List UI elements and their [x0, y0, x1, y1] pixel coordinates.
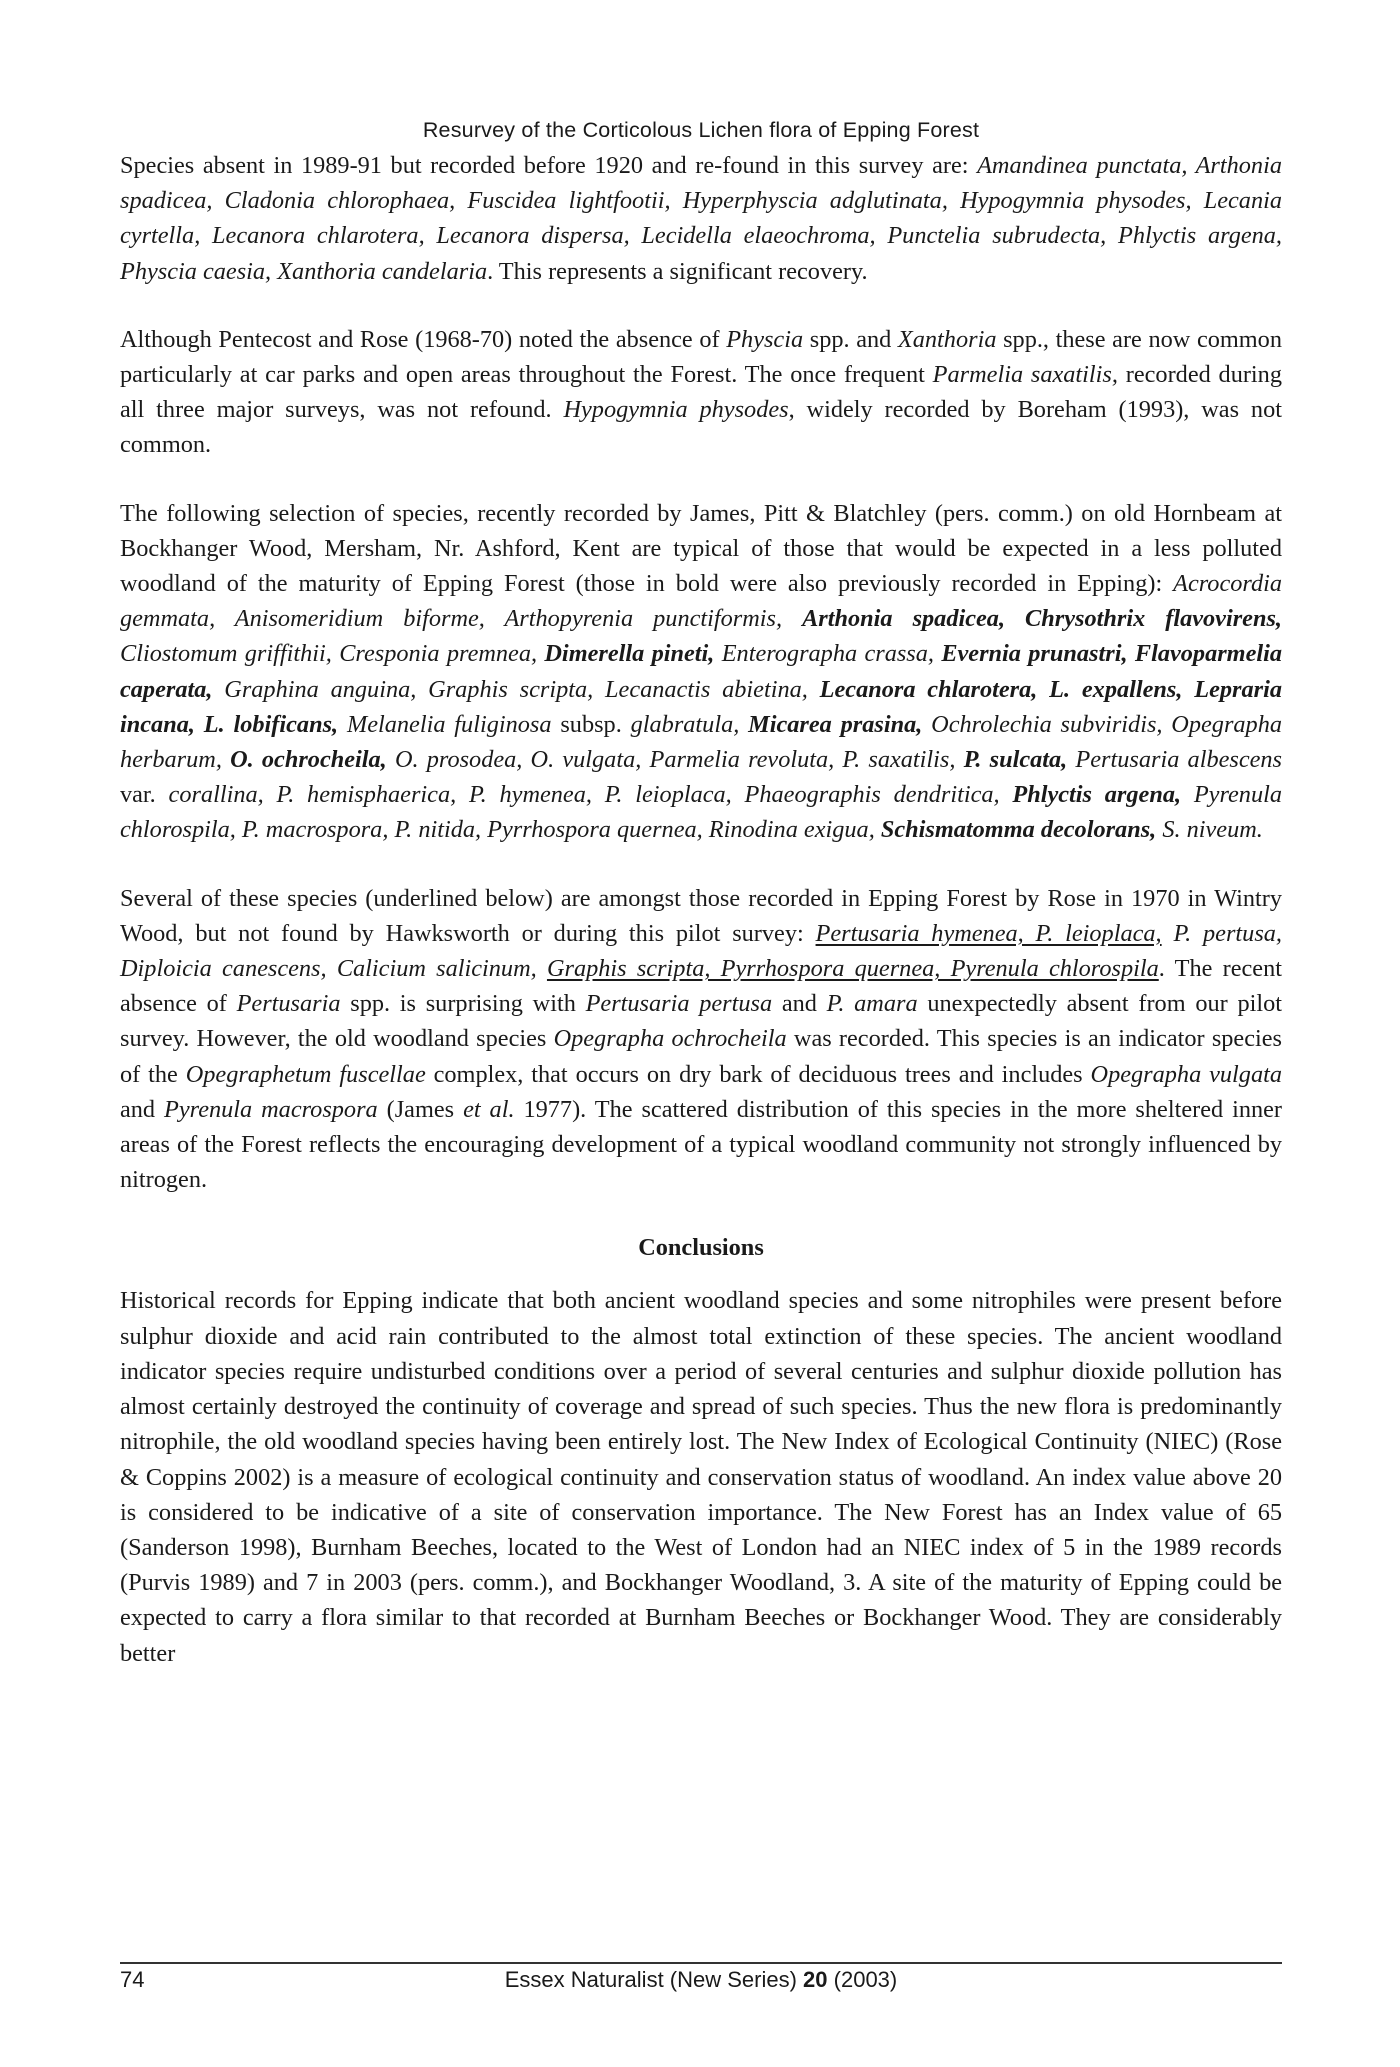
species-list-bold: P. sulcata, [963, 746, 1068, 774]
species-list-italic: Acrocordia gemmata, Anisomeridium biforme, Arthopyrenia punctiformis, [120, 570, 1282, 633]
journal-volume: 20 [803, 1967, 828, 1992]
journal-citation [120, 1965, 1282, 1995]
species-list-bold: Evernia prunastri, Flavoparmelia caperata, [120, 640, 1283, 703]
paragraph-conclusions: Historical records for Epping indicate that both ancient woodland species and some nitrophiles were present before sulphur dioxide and acid rain contributed to the almost total extinction of these species. The ancient woodland indicator species require undisturbed conditions over a period of several centuries and sulphur dioxide pollution has almost certainly destroyed the continuity of coverage and spread of such species. Thus the new flora is predominantly nitrophile, the old woodland species having been entirely lost. The New Index of Ecological Continuity (NIEC) (Rose & Coppins 2002) is a measure of ecological continuity and conservation status of woodland. An index value above 20 is considered to be indicative of a site of conservation importance. The New Forest has an Index value of 65 (Sanderson 1998), Burnham Beeches, located to the West of London had an NIEC index of 5 in the 1989 records (Purvis 1989) and 7 in 2003 (pers. comm.), and Bockhanger Woodland, 3. A site of the maturity of Epping could be expected to carry a flora similar to that recorded at Burnham Beeches or Bockhanger Wood. They are considerably better [120, 1287, 1282, 1667]
paragraph-species-refound [120, 148, 1282, 289]
paragraph-pentecost-rose [120, 322, 1282, 463]
text-run: was recorded. This species is an indicator species of the [120, 1025, 1282, 1088]
species-name: Pyrenula macrospora [164, 1095, 378, 1123]
species-list-italic: Ochrolechia subviridis, Opegrapha herbarum, [120, 710, 1282, 774]
text-run: . The recent absence of [120, 955, 1282, 1018]
footer-divider [120, 1962, 1282, 1964]
species-list-italic: Graphina anguina, Graphis scripta, Lecanactis abietina, [212, 675, 820, 703]
species-underlined: Pertusaria hymenea, P. leioplaca, [815, 919, 1162, 947]
journal-year: (2003) [827, 1967, 898, 1992]
species-list-bold: Schismatomma decolorans, [880, 816, 1157, 844]
text-run: spp., these are now common particularly at car parks and open areas throughout the Forest. The once frequent [120, 325, 1282, 389]
citation-etal: et al. [463, 1095, 515, 1123]
species-list-italic: glabratula, [630, 710, 749, 738]
page-number: 74 [120, 1967, 145, 1992]
species-name: Pertusaria [236, 990, 341, 1018]
text-run: unexpectedly absent from our pilot survey. However, the old woodland species [120, 990, 1282, 1053]
species-name: Parmelia saxatilis, [932, 361, 1118, 389]
species-name: Opegraphetum fuscellae [185, 1060, 426, 1088]
species-list-italic: O. prosodea, O. vulgata, Parmelia revoluta, P. saxatilis, [386, 746, 964, 774]
species-list-italic: corallina, P. hemisphaerica, P. hymenea, P. leioplaca, Phaeographis dendritica, [168, 781, 1013, 809]
text-run: complex, that occurs on dry bark of deciduous trees and includes [425, 1060, 1091, 1088]
text-run: Species absent in 1989-91 but recorded before 1920 and re-found in this survey are: [120, 152, 978, 179]
species-list-italic: P. pertusa, Diploicia canescens, Calicium salicinum, [120, 919, 1282, 983]
text-run: 1977). The scattered distribution of this species in the more sheltered inner areas of the Forest reflects the encouraging development of a typical woodland community not strongly influenced by nitrogen. [120, 1095, 1282, 1194]
text-run: and [772, 990, 827, 1018]
text-run: (James [377, 1095, 464, 1123]
text-run: , widely recorded by Boreham (1993), was not common. [120, 396, 1282, 459]
page-body [120, 115, 1282, 1671]
text-run: Several of these species (underlined below) are amongst those recorded in Epping Forest by Rose in 1970 in Wintry Wood, but not found by Hawksworth or during this pilot survey: [120, 884, 1282, 947]
paragraph-wintry-wood [120, 881, 1282, 1198]
species-name: Opegrapha vulgata [1090, 1060, 1282, 1088]
species-list-italic: Cliostomum griffithii, Cresponia premnea, [120, 640, 545, 668]
species-list-italic: Pyrenula chlorospila, P. macrospora, P. nitida, Pyrrhospora quernea, Rinodina exigua, [120, 781, 1283, 844]
section-heading-conclusions: Conclusions [638, 1234, 764, 1262]
species-list-italic: Amandinea punctata, Arthonia spadicea, Cladonia chlorophaea, Fuscidea lightfootii, Hyperphyscia adglutinata, Hypogymnia physodes, Lecania cyrtella, Lecanora chlarotera, Lecanora dispersa, Lecidella elaeochroma, Punctelia subrudecta, Phlyctis argena, Physcia caesia, Xanthoria candelaria [120, 152, 1282, 285]
species-underlined: Graphis scripta, Pyrrhospora quernea, Pyrenula chlorospila [546, 955, 1159, 983]
journal-name: Essex Naturalist (New Series) [504, 1967, 804, 1992]
text-run: recorded during all three major surveys, was not refound. [120, 361, 1282, 424]
text-run: spp. and [803, 325, 898, 353]
species-name: P. amara [826, 990, 918, 1018]
species-list-bold: Lecanora chlarotera, L. expallens, Lepraria incana, L. lobificans, [120, 675, 1283, 738]
text-run: and [120, 1095, 165, 1123]
species-list-bold: Arthonia spadicea, Chrysothrix flavovirens, [802, 605, 1282, 633]
species-list-bold: Phlyctis argena, [1012, 781, 1182, 809]
species-list-italic: Pertusaria albescens [1067, 746, 1282, 774]
paragraph-bockhanger-selection [120, 496, 1282, 848]
species-list-italic: Melanelia fuliginosa [338, 710, 552, 738]
text-run: . This represents a significant recovery. [487, 257, 868, 285]
text-run: The following selection of species, recently recorded by James, Pitt & Blatchley (pers. comm.) on old Hornbeam at Bockhanger Wood, Mersham, Nr. Ashford, Kent are typical of those that would be expected in a less polluted woodland of the maturity of Epping Forest (those in bold were also previously recorded in Epping): [120, 499, 1282, 598]
species-list-bold: Dimerella pineti, [544, 640, 715, 668]
species-name: Pertusaria pertusa [585, 990, 773, 1018]
text-run: Although Pentecost and Rose (1968-70) noted the absence of [120, 325, 727, 353]
species-name: Opegrapha ochrocheila [553, 1025, 787, 1053]
species-list-bold: Micarea prasina, [748, 710, 923, 738]
running-title: Resurvey of the Corticolous Lichen flora of Epping Forest [422, 118, 980, 142]
species-name: Physcia [726, 325, 804, 353]
text-run: spp. is surprising with [340, 990, 586, 1018]
species-list-bold: O. ochrocheila, [230, 746, 387, 774]
text-run: subsp. [551, 710, 631, 738]
text-run: var. [120, 781, 169, 809]
species-list-italic: S. niveum. [1156, 816, 1263, 844]
species-list-italic: Enterographa crassa, [714, 640, 942, 668]
species-name: Hypogymnia physodes [563, 396, 789, 424]
species-name: Xanthoria [897, 325, 997, 353]
